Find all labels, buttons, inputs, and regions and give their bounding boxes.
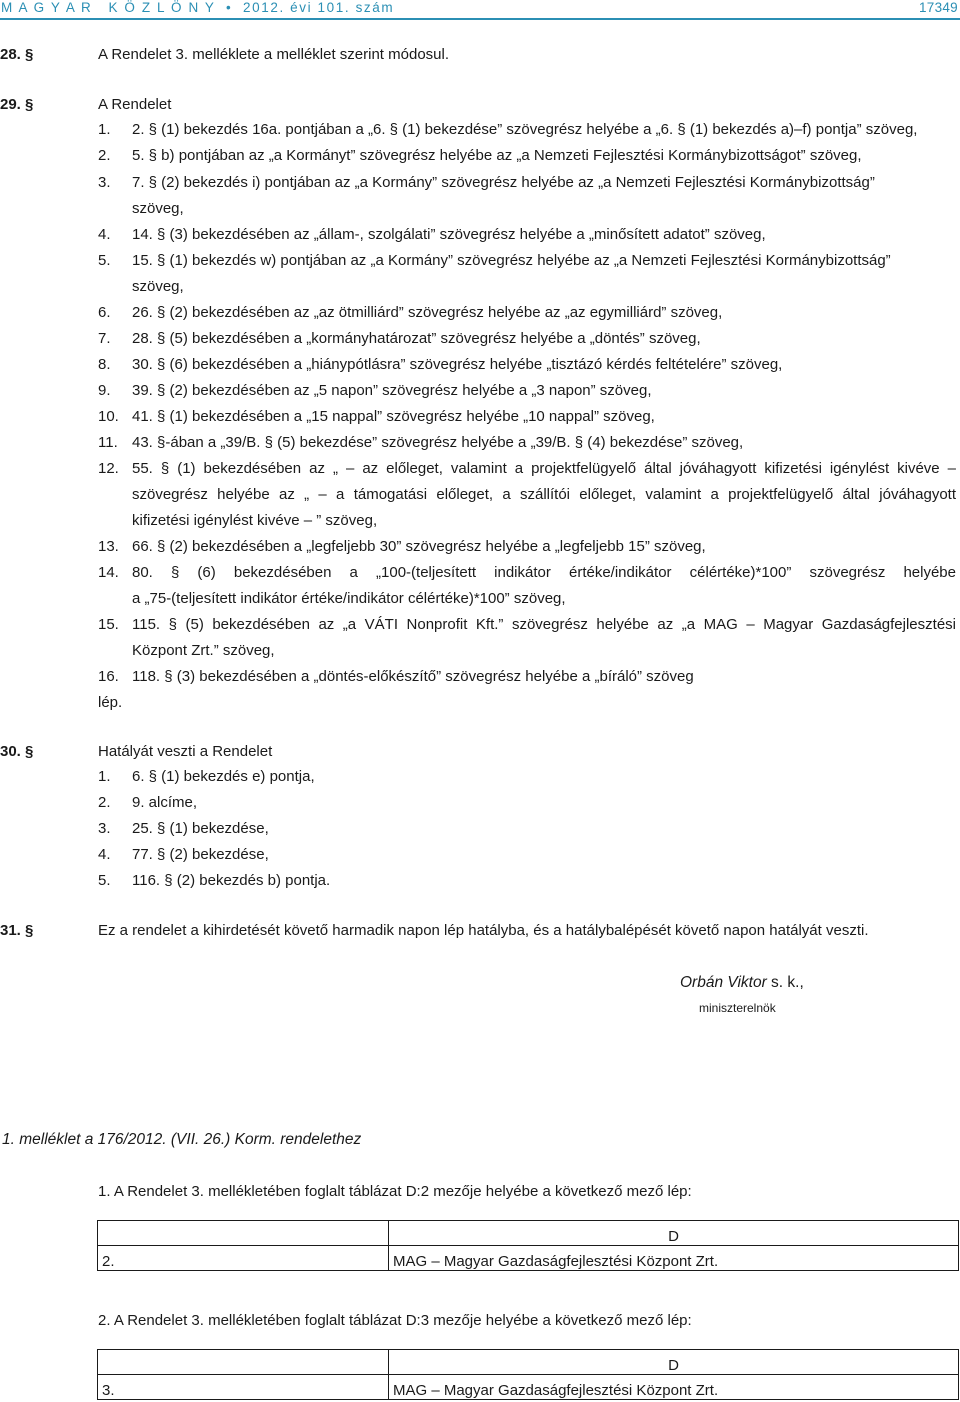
row-value-cell: MAG – Magyar Gazdaságfejlesztési Központ Zrt. bbox=[389, 1375, 959, 1400]
item-text: 116. § (2) bekezdés b) pontja. bbox=[132, 872, 331, 889]
row-number-cell: 3. bbox=[98, 1375, 389, 1400]
annex-table-2 bbox=[97, 1349, 959, 1400]
annex-title: 1. melléklet a 176/2012. (VII. 26.) Korm. rendelethez bbox=[2, 1131, 362, 1148]
item-number: 2. bbox=[98, 794, 111, 811]
journal-title: M A G Y A R K Ö Z L Ö N Y • 2012. évi 101. szám bbox=[1, 0, 395, 15]
item-text: 118. § (3) bekezdésében a „döntés-előkészítő” szövegrész helyébe a „bíráló” szöveg bbox=[132, 668, 694, 685]
item-text: 30. § (6) bekezdésében a „hiánypótlásra” szövegrész helyébe „tisztázó kérdés feltételére” szöveg, bbox=[132, 356, 783, 373]
section-29-number: 29. § bbox=[0, 96, 34, 113]
item-number: 16. bbox=[98, 668, 119, 685]
item-text: 77. § (2) bekezdése, bbox=[132, 846, 269, 863]
list-item bbox=[98, 560, 956, 612]
item-number: 2. bbox=[98, 147, 111, 164]
item-number: 1. bbox=[98, 768, 111, 785]
item-number: 7. bbox=[98, 330, 111, 347]
section-30-number: 30. § bbox=[0, 743, 34, 760]
signatory-role: miniszterelnök bbox=[699, 1001, 776, 1015]
item-text-wrap bbox=[132, 612, 956, 638]
item-text: 25. § (1) bekezdése, bbox=[132, 820, 269, 837]
item-text: 115. § (5) bekezdésében az „a VÁTI Nonprofit Kft.” szövegrész helyébe az „a MAG – Magyar Gazdaságfejlesztési bbox=[132, 616, 956, 633]
item-number: 9. bbox=[98, 382, 111, 399]
table-corner-cell bbox=[98, 1350, 389, 1375]
item-text: 14. § (3) bekezdésében az „állam-, szolgálati” szövegrész helyébe a „minősített adatot” szöveg, bbox=[132, 226, 766, 243]
item-number: 4. bbox=[98, 846, 111, 863]
section-28-number: 28. § bbox=[0, 46, 34, 63]
item-text-wrap bbox=[132, 456, 956, 482]
item-number: 3. bbox=[98, 174, 111, 191]
row-value-cell: MAG – Magyar Gazdaságfejlesztési Központ Zrt. bbox=[389, 1246, 959, 1271]
item-text: 2. § (1) bekezdés 16a. pontjában a „6. § (1) bekezdése” szövegrész helyébe a „6. § (1) bekezdés a)–f) pontja” szöveg, bbox=[132, 121, 918, 138]
item-text: 39. § (2) bekezdésében az „5 napon” szövegrész helyébe a „3 napon” szöveg, bbox=[132, 382, 652, 399]
item-text-continued: szöveg, bbox=[132, 200, 184, 217]
item-text: 41. § (1) bekezdésében a „15 nappal” szövegrész helyébe „10 nappal” szöveg, bbox=[132, 408, 655, 425]
item-text: 43. §-ában a „39/B. § (5) bekezdése” szövegrész helyébe a „39/B. § (4) bekezdése” szöveg, bbox=[132, 434, 744, 451]
annex-table-1 bbox=[97, 1220, 959, 1271]
item-number: 8. bbox=[98, 356, 111, 373]
annex-item-1-intro: 1. A Rendelet 3. mellékletében foglalt táblázat D:2 mezője helyébe a következő mező lép: bbox=[98, 1183, 692, 1200]
section-31-text: Ez a rendelet a kihirdetését követő harmadik napon lép hatályba, és a hatálybalépését követő napon hatályát veszti. bbox=[98, 922, 869, 939]
table-corner-cell bbox=[98, 1221, 389, 1246]
item-number: 15. bbox=[98, 616, 119, 633]
section-30-title: Hatályát veszti a Rendelet bbox=[98, 743, 273, 760]
item-text: 9. alcíme, bbox=[132, 794, 198, 811]
item-text-continued: szöveg, bbox=[132, 278, 184, 295]
list-item bbox=[98, 456, 956, 534]
signature bbox=[680, 974, 804, 992]
item-text-continued: szövegrész helyébe az „ – a támogatási előleget, a szállítói előleget, valamint a projektfelügyelő által jóváhagyott bbox=[132, 486, 956, 503]
list-item bbox=[98, 612, 956, 664]
item-text: 5. § b) pontjában az „a Kormányt” szövegrész helyébe az „a Nemzeti Fejlesztési Kormánybizottságot” szöveg, bbox=[132, 147, 862, 164]
row-number-cell: 2. bbox=[98, 1246, 389, 1271]
item-number: 14. bbox=[98, 564, 119, 581]
item-number: 13. bbox=[98, 538, 119, 555]
item-number: 6. bbox=[98, 304, 111, 321]
item-text: 80. § (6) bekezdésében a „100-(teljesített indikátor értéke/indikátor célértéke)*100” szövegrész helyébe bbox=[132, 564, 956, 581]
page-number: 17349 bbox=[918, 0, 958, 15]
item-text-continued: kifizetési igénylést kivéve – ” szöveg, bbox=[132, 512, 378, 529]
item-number: 3. bbox=[98, 820, 111, 837]
item-text: 26. § (2) bekezdésében az „az ötmilliárd” szövegrész helyébe az „az egymilliárd” szöveg, bbox=[132, 304, 723, 321]
item-number: 11. bbox=[98, 434, 118, 451]
item-number: 5. bbox=[98, 872, 111, 889]
item-number: 5. bbox=[98, 252, 111, 269]
list-item bbox=[98, 170, 956, 222]
running-header bbox=[0, 0, 960, 14]
item-text: 28. § (5) bekezdésében a „kormányhatározat” szövegrész helyébe a „döntés” szöveg, bbox=[132, 330, 701, 347]
section-29-title: A Rendelet bbox=[98, 96, 172, 113]
item-text-continued: Központ Zrt.” szöveg, bbox=[132, 642, 275, 659]
section-29-closing: lép. bbox=[98, 694, 123, 711]
item-text: 6. § (1) bekezdés e) pontja, bbox=[132, 768, 315, 785]
section-31-number: 31. § bbox=[0, 922, 34, 939]
item-number: 12. bbox=[98, 460, 119, 477]
item-number: 4. bbox=[98, 226, 111, 243]
annex-item-2-intro: 2. A Rendelet 3. mellékletében foglalt táblázat D:3 mezője helyébe a következő mező lép: bbox=[98, 1312, 692, 1329]
item-text-continued: a „75-(teljesített indikátor értéke/indikátor célértéke)*100” szöveg, bbox=[132, 590, 566, 607]
item-text: 66. § (2) bekezdésében a „legfeljebb 30” szövegrész helyébe a „legfeljebb 15” szöveg, bbox=[132, 538, 706, 555]
signatory-suffix: s. k., bbox=[766, 974, 804, 991]
item-text: 55. § (1) bekezdésében az „ – az előleget, valamint a projektfelügyelő által jóváhagyott kifizetési igénylést kivéve – bbox=[132, 460, 956, 477]
item-text: 7. § (2) bekezdés i) pontjában az „a Kormány” szövegrész helyébe az „a Nemzeti Fejlesztési Kormánybizottság” bbox=[132, 174, 875, 191]
item-number: 10. bbox=[98, 408, 119, 425]
item-text-wrap bbox=[132, 482, 956, 508]
item-number: 1. bbox=[98, 121, 111, 138]
section-28-text: A Rendelet 3. melléklete a melléklet szerint módosul. bbox=[98, 46, 450, 63]
signatory-name: Orbán Viktor bbox=[680, 974, 767, 991]
column-header: D bbox=[389, 1350, 959, 1375]
item-text-wrap bbox=[132, 560, 956, 586]
column-header: D bbox=[389, 1221, 959, 1246]
header-rule bbox=[0, 18, 960, 20]
item-text: 15. § (1) bekezdés w) pontjában az „a Kormány” szövegrész helyébe az „a Nemzeti Fejlesztési Kormánybizottság” bbox=[132, 252, 891, 269]
